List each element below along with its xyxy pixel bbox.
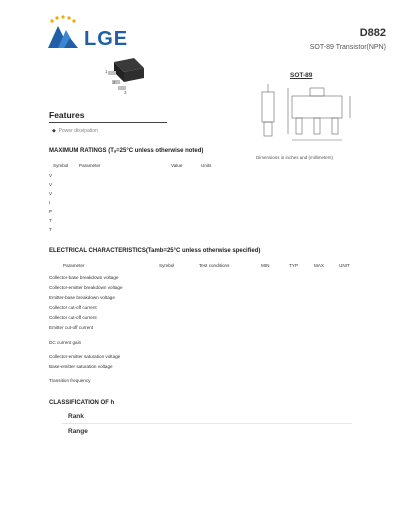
col-header-parameter: Parameter xyxy=(79,163,101,168)
max-ratings-title: MAXIMUM RATINGS (Tₐ=25°C unless otherwise noted) xyxy=(49,148,204,154)
pin-label-2: 2 xyxy=(113,80,116,85)
range-label: Range xyxy=(68,428,88,435)
part-number: D882 xyxy=(359,27,386,39)
col-header-test-conditions: Test conditions xyxy=(199,263,230,268)
col-header-units: Units xyxy=(201,163,212,168)
pin-label-1: 1 xyxy=(105,69,108,74)
rank-label: Rank xyxy=(68,413,84,420)
col-header-parameter: Parameter xyxy=(63,263,85,268)
features-title: Features xyxy=(49,110,85,120)
table-row: P xyxy=(49,209,53,214)
table-row: V xyxy=(49,191,53,196)
table-row: Transition frequency xyxy=(49,378,91,383)
part-subtitle: SOT-89 Transistor(NPN) xyxy=(309,44,386,51)
table-row: Base-emitter saturation voltage xyxy=(49,364,113,369)
col-header-value: Value xyxy=(171,163,183,168)
table-row: Collector cut-off current xyxy=(49,315,97,320)
table-row: V xyxy=(49,182,53,187)
table-row: Collector-emitter breakdown voltage xyxy=(49,285,123,290)
package-label: SOT-89 xyxy=(290,72,313,79)
table-row: V xyxy=(49,173,53,178)
table-row: T xyxy=(49,218,52,223)
col-header-typ: TYP xyxy=(289,263,298,268)
col-header-min: MIN xyxy=(261,263,270,268)
classification-title: CLASSIFICATION OF h xyxy=(49,400,115,406)
table-row: Emitter-base breakdown voltage xyxy=(49,295,115,300)
feature-item: ◆ Power dissipation xyxy=(52,128,98,134)
features-divider xyxy=(49,122,167,123)
logo-mark-icon xyxy=(44,14,82,52)
package-dimension-drawing xyxy=(258,82,370,148)
table-row: Collector-emitter saturation voltage xyxy=(49,354,121,359)
electrical-table xyxy=(49,263,359,393)
brand-name: LGE xyxy=(84,28,129,50)
max-ratings-table xyxy=(49,163,219,243)
col-header-symbol: Symbol xyxy=(53,163,69,168)
table-row: DC current gain xyxy=(49,340,82,345)
table-row: T xyxy=(49,227,52,232)
table-row: Emitter cut-off current xyxy=(49,325,94,330)
classification-divider xyxy=(62,423,352,424)
table-row: Collector cut-off current xyxy=(49,305,97,310)
table-row: Collector-base breakdown voltage xyxy=(49,275,119,280)
dimensions-note: Dimensions in inches and (millimeters) xyxy=(256,155,334,160)
electrical-title: ELECTRICAL CHARACTERISTICS(Tamb=25°C unless otherwise specified) xyxy=(49,248,261,254)
col-header-unit: UNIT xyxy=(339,263,350,268)
table-row: I xyxy=(49,200,51,205)
col-header-symbol: Symbol xyxy=(159,263,175,268)
col-header-max: MAX xyxy=(314,263,324,268)
pin-label-3: 3 xyxy=(124,90,127,95)
bullet-icon: ◆ xyxy=(52,128,56,134)
logo xyxy=(44,14,140,54)
